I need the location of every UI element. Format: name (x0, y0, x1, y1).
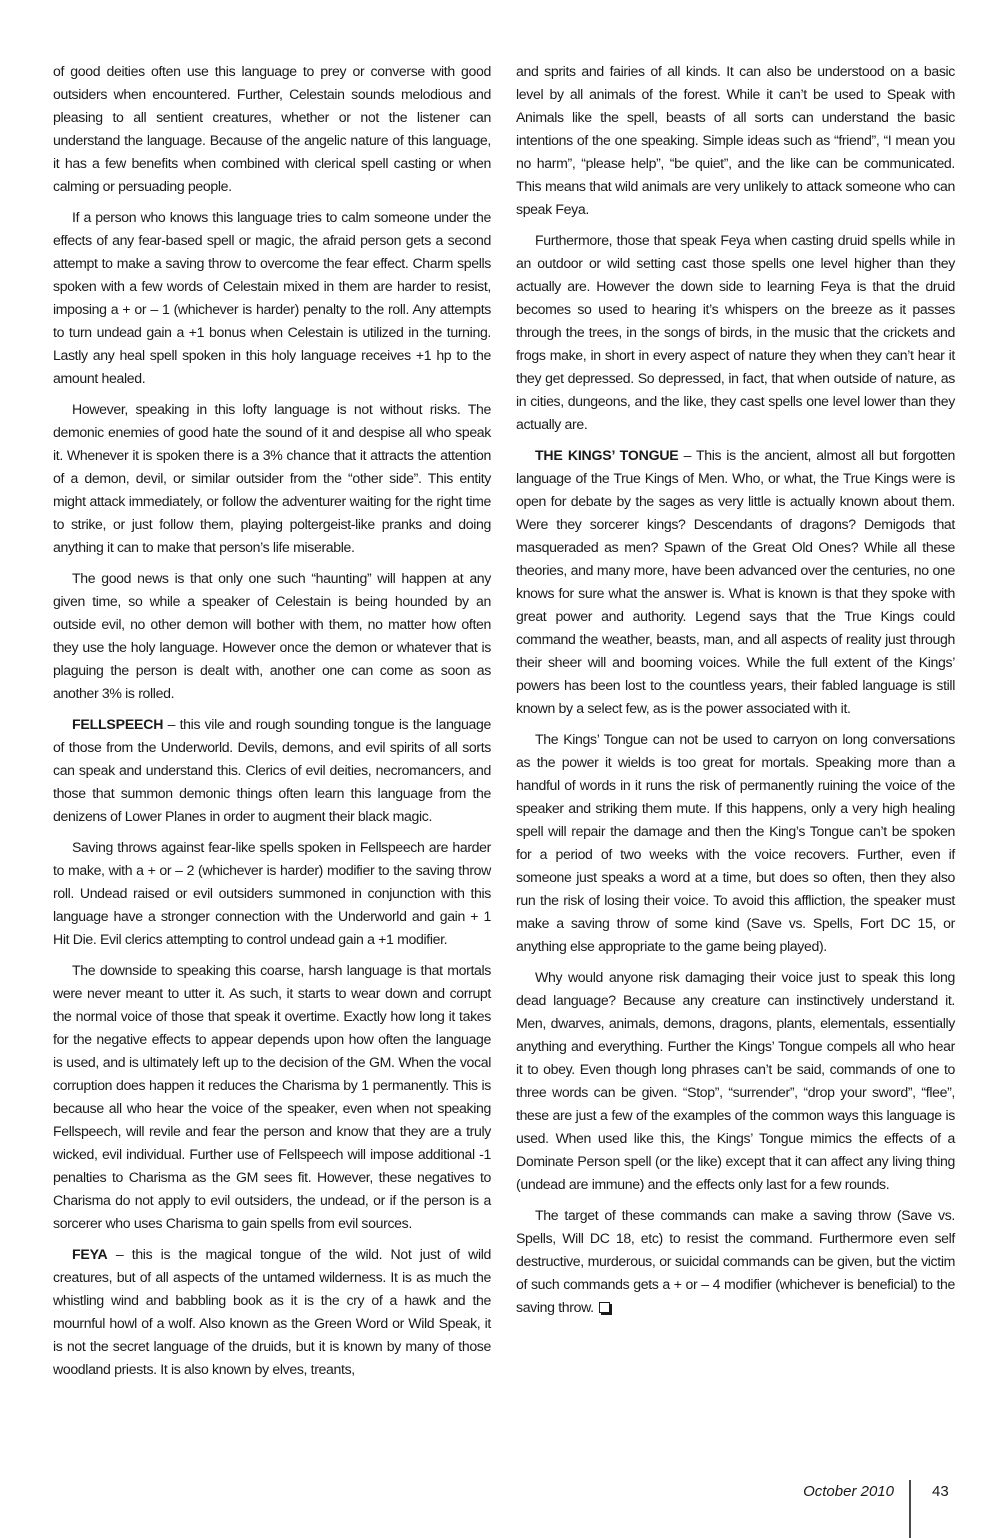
footer-date: October 2010 (803, 1483, 894, 1500)
paragraph: and sprits and fairies of all kinds. It can also be understood on a basic level by all animals of the forest. While it can’t be used to Speak with Animals like the spell, beasts of all sorts can understand the basic intentions of the one speaking. Simple ideas such as “friend”, “I mean you no harm”, “please help”, “be quiet”, and the like can be communicated. This means that wild animals are very unlikely to attack someone who can speak Feya. (516, 63, 955, 217)
term-kings-tongue: THE KINGS’ TONGUE (535, 447, 679, 463)
paragraph: If a person who knows this language tries to calm someone under the effects of any fear-based spell or magic, the afraid person gets a second attempt to make a saving throw to overcome the fear effect. Charm spells spoken with a few words of Celestain mixed in them are harder to resist, imposing a + or – 1 (whichever is harder) penalty to the roll. Any attempts to turn undead gain a +1 bonus when Celestain is utilized in the turning. Lastly any heal spell spoken in this holy language receives +1 hp to the amount healed. (53, 209, 491, 386)
paragraph-fellspeech (53, 713, 491, 828)
paragraph: The downside to speaking this coarse, harsh language is that mortals were never meant to utter it. As such, it starts to wear down and corrupt the normal voice of those that speak it overtime. Exactly how long it takes for the negative effects to appear depends upon how often the language is used, and is ultimately left up to the decision of the GM. When the vocal corruption does happen it reduces the Charisma by 1 permanently. This is because all who hear the voice of the speaker, even when not speaking Fellspeech, will revile and fear the person and know that they are a truly wicked, evil individual. Further use of Fellspeech will impose additional -1 penalties to Charisma as the GM sees fit. However, these negatives to Charisma do not apply to evil outsiders, the undead, or if the person is a sorcerer who uses Charisma to gain spells from evil sources. (53, 962, 491, 1231)
paragraph-final (516, 1204, 955, 1319)
page-number: 43 (932, 1483, 949, 1500)
paragraph: However, speaking in this lofty language is not without risks. The demonic enemies of good hate the sound of it and despise all who speak it. Whenever it is spoken there is a 3% chance that it attracts the attention of a demon, devil, or similar outsider from the “other side”. This entity might attack immediately, or follow the adventurer waiting for the right time to strike, or just follow them, playing poltergeist-like pranks and doing anything it can to make that person’s life miserable. (53, 401, 491, 555)
paragraph: Why would anyone risk damaging their voice just to speak this long dead language? Because any creature can instinctively understand it. Men, dwarves, animals, demons, dragons, plants, elementals, essentially anything and everything. Further the Kings’ Tongue compels all who hear it to obey. Even though long phrases can’t be said, commands of one to three words can be given. “Stop”, “surrender”, “drop your sword”, “flee”, these are just a few of the examples of the common ways this language is used. When used like this, the Kings’ Tongue mimics the effects of a Dominate Person spell (or the like) except that it can affect any living thing (undead are immune) and the effects only last for a few rounds. (516, 969, 955, 1192)
paragraph: of good deities often use this language to prey or converse with good outsiders when encountered. Further, Celestain sounds melodious and pleasing to all sentient creatures, whether or not the listener can understand the language. Because of the angelic nature of this language, it has a few benefits when combined with clerical spell casting or when calming or persuading people. (53, 63, 491, 194)
paragraph: The Kings’ Tongue can not be used to carryon on long conversations as the power it wields is too great for mortals. Speaking more than a handful of words in it runs the risk of permanently ruining the voice of the speaker and striking them mute. If this happens, only a very high healing spell will repair the damage and then the King’s Tongue can’t be spoken for a period of two weeks with the voice recovers. Further, even if someone just speaks a word at a time, but does so often, then they also run the risk of losing their voice. To avoid this affliction, the speaker must make a saving throw of some kind (Save vs. Spells, Fort DC 15, or anything else appropriate to the game being played). (516, 731, 955, 954)
paragraph-body: The target of these commands can make a saving throw (Save vs. Spells, Will DC 18, etc) to resist the command. Furthermore even self destructive, murderous, or suicidal commands can be given, but the victim of such commands gets a + or – 4 modifier (whichever is beneficial) to the saving throw. (516, 1207, 955, 1315)
paragraph-kings-tongue (516, 444, 955, 720)
paragraph-feya (53, 1243, 491, 1381)
left-column (53, 60, 491, 1389)
right-column (516, 60, 955, 1327)
term-feya: FEYA (72, 1246, 108, 1262)
paragraph: Furthermore, those that speak Feya when casting druid spells while in an outdoor or wild setting cast those spells one level higher than they actually are. However the down side to learning Feya is that the druid becomes so used to hearing it’s whispers on the breeze as it passes through the trees, in the songs of birds, in the music that the crickets and frogs make, in short in every aspect of nature they when they can’t hear it they get depressed. So depressed, in fact, that when outside of nature, as in cities, dungeons, and the like, they cast spells one level lower than they actually are. (516, 232, 955, 432)
paragraph-body: – This is the ancient, almost all but forgotten language of the True Kings of Men. Who, or what, the True Kings were is open for debate by the sages as very little is actually known about them. Were they sorcerer kings? Descendants of dragons? Demigods that masqueraded as men? Spawn of the Great Old Ones? While all these theories, and many more, have been advanced over the centuries, no one knows for sure what the answer is. What is known is that they spoke with great power and authority. Legend says that the True Kings could command the weather, beasts, man, and all aspects of reality just through their sheer will and booming voices. While the full extent of the Kings’ powers has been lost to the countless years, their fabled language is still known by a select few, as is the power associated with it. (516, 447, 955, 716)
paragraph-body: – this vile and rough sounding tongue is the language of those from the Underworld. Devils, demons, and evil spirits of all sorts can speak and understand this. Clerics of evil deities, necromancers, and those that summon demonic things often learn this language from the denizens of Lower Planes in order to augment their black magic. (53, 716, 491, 824)
footer-divider (909, 1480, 911, 1538)
end-mark-icon (599, 1302, 610, 1313)
term-fellspeech: FELLSPEECH (72, 716, 164, 732)
paragraph: The good news is that only one such “haunting” will happen at any given time, so while a speaker of Celestain is being hounded by an outside evil, no other demon will bother with them, no matter how often they use the holy language. However once the demon or whatever that is plaguing the person is dealt with, another one can come as soon as another 3% is rolled. (53, 570, 491, 701)
paragraph: Saving throws against fear-like spells spoken in Fellspeech are harder to make, with a + or – 2 (whichever is harder) modifier to the saving throw roll. Undead raised or evil outsiders summoned in conjunction with this language have a stronger connection with the Underworld and gain + 1 Hit Die. Evil clerics attempting to control undead gain a +1 modifier. (53, 839, 491, 947)
paragraph-body: – this is the magical tongue of the wild. Not just of wild creatures, but of all aspects of the untamed wilderness. It is as much the whistling wind and babbling book as it is the cry of a hawk and the mournful howl of a wolf. Also known as the Green Word or Wild Speak, it is not the secret language of the druids, but it is known by many of those woodland priests. It is also known by elves, treants, (53, 1246, 491, 1377)
